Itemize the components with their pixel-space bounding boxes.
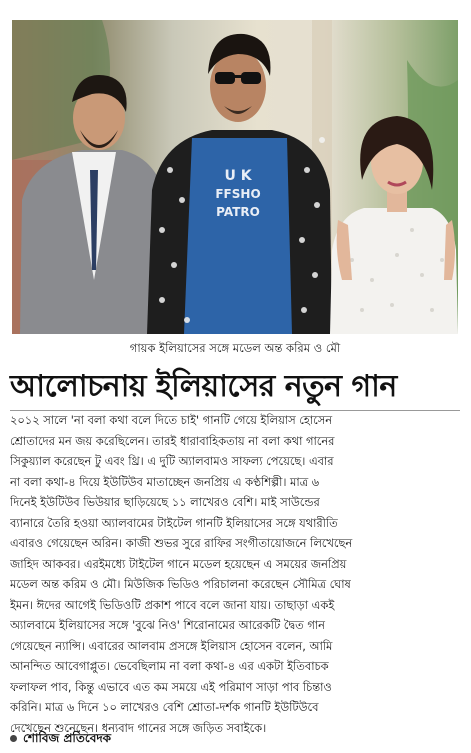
photo-illustration — [12, 20, 458, 334]
byline — [10, 729, 111, 747]
photo-caption: গায়ক ইলিয়াসের সঙ্গে মডেল অন্ত করিম ও মৌ — [129, 341, 341, 355]
bullet-icon — [10, 735, 17, 742]
body-line: গেয়েছেন ন্যান্সি। এবারের আলবাম প্রসঙ্গে ইলিয়াস হোসেন বলেন, আমি — [10, 638, 333, 653]
svg-text:PATRO: PATRO — [216, 205, 260, 219]
body-line: দিনেই ইউটিউব ভিউয়ার ছাড়িয়েছে ১১ লাখেরও বেশি। মাই সাউন্ডের — [10, 495, 320, 509]
article-body — [10, 410, 462, 738]
center-man — [147, 34, 332, 334]
body-line: ফলাফল পাব, কিন্তু এভাবে এত কম সময়ে এই পরিমাণ সাড়া পাব চিন্তাও — [10, 679, 332, 694]
body-line: ২০১২ সালে 'না বলা কথা বলে দিতে চাই' গানটি গেয়ে ইলিয়াস হোসেন — [10, 413, 333, 427]
headline: আলোচনায় ইলিয়াসের নতুন গান — [10, 369, 397, 404]
body-line: মডেল অন্ত করিম ও মৌ। মিউজিক ভিডিও পরিচালনা করেছেন সৌমিত্র ঘোষ — [10, 577, 351, 591]
body-line: না বলা কথা-৪ দিয়ে ইউটিউব মাতাচ্ছেন জনপ্রিয় এ কণ্ঠশিল্পী। মাত্র ৬ — [10, 474, 320, 489]
body-line: করিনি। মাত্র ৬ দিনে ১০ লাখেরও বেশি শ্রোতা-দর্শক গানটি ইউটিউবে — [10, 700, 319, 714]
body-line: অ্যালবামে ইলিয়াসের সঙ্গে 'বুঝে নিও' শিরোনামের আরেকটি দ্বৈত গান — [10, 618, 325, 632]
sunglasses — [215, 72, 235, 84]
body-line: ইমন। ঈদের আগেই ভিডিওটি প্রকাশ পাবে বলে জানা যায়। তাছাড়া একই — [10, 597, 335, 612]
svg-text:FFSHO: FFSHO — [215, 187, 261, 201]
body-line: এবারও গেয়েছেন অরিন। কাজী শুভর সুরে রাফির সংগীতায়োজনে লিখেছেন — [10, 536, 353, 550]
body-line: সিকুয়্যাল করেছেন টু এবং থ্রি। এ দুটি অ্যালবামও সাফল্য পেয়েছে। এবার — [10, 454, 334, 468]
body-line: দেখেছেন শুনেছেন। ধন্যবাদ গানের সঙ্গে জড়িত সবাইকে। — [10, 720, 267, 735]
byline-text: শোবিজ প্রতিবেদক — [23, 731, 112, 745]
group-photo — [12, 20, 458, 334]
body-line: জাহিদ আকবর। এরইমধ্যে টাইটেল গানে মডেল হয়েছেন এ সময়ের জনপ্রিয় — [10, 556, 347, 571]
body-line: আনন্দিত আবেগাপ্লুত। ভেবেছিলাম না বলা কথা-৪ এর একটা ইতিবাচক — [10, 659, 329, 673]
body-line: ব্যানারে তৈরি হওয়া অ্যালবামের টাইটেল গানটি ইলিয়াসের সঙ্গে যথারীতি — [10, 515, 338, 530]
body-line: শ্রোতাদের মন জয় করেছিলেন। তারই ধারাবাহিকতায় না বলা কথা গানের — [10, 433, 335, 448]
shirt-print: U K — [224, 168, 252, 184]
